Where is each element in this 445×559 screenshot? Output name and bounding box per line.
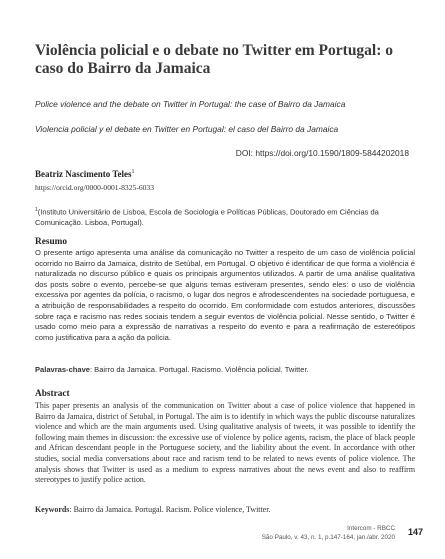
resumo-heading: Resumo: [35, 237, 68, 247]
author-footnote-marker: 1: [131, 169, 135, 175]
orcid-link[interactable]: https://orcid.org/0000-0001-8325-6033: [35, 183, 155, 192]
resumo-text: O presente artigo apresenta uma análise da comunicação no Twitter a respeito de um caso de violência policial ocorrido no Bairro da Jamaica, distrito de Setúbal, em Portugal. O objetivo é identificar de que forma a violência é naturalizada no discurso público e quais os principais argumentos utilizados. A partir de uma análise qualitativa dos posts sobre o evento, percebe-se que alguns temas estiveram presentes, sendo eles: o uso de violência excessiva por agentes da polícia, o racismo, o lugar dos negros e afrodescendentes na sociedade portuguesa, e a atribuição de responsabilidades a respeito do ocorrido. Em conformidade com estudos anteriores, discussões sobre raça e racismo nas redes sociais tendem a seguir eventos de violência policial. Nesse sentido, o Twitter é usado como meio para a expressão de narrativas a respeito do evento e para a reafirmação de estereótipos como justificativa para a ação da polícia.: [35, 248, 415, 342]
palavras-chave-list: : Bairro da Jamaica. Portugal. Racismo. Violência policial. Twitter.: [89, 365, 309, 374]
abstract-heading: Abstract: [35, 389, 70, 399]
article-title-spanish: Violencia policial y el debate en Twitter en Portugal: el caso del Bairro da Jamaica: [35, 124, 339, 134]
author-name-text: Beatriz Nascimento Teles: [35, 169, 132, 179]
keywords-label: Keywords: [35, 505, 70, 514]
keywords: [35, 505, 415, 514]
journal-footer: [262, 524, 395, 542]
author-name: [35, 169, 134, 179]
keywords-list: : Bairro da Jamaica. Portugal. Racism. Police violence, Twitter.: [69, 505, 271, 514]
author-affiliation: [35, 205, 413, 229]
journal-citation: São Paulo, v. 43, n. 1, p.147-164, jan./abr. 2020: [261, 534, 395, 541]
page-number: 147: [407, 527, 423, 537]
abstract-text: This paper presents an analysis of the communication on Twitter about a case of police violence that happened in Bairro da Jamaica, district of Setubal, in Portugal. The aim is to identify in which ways the public discourse naturalizes violence and which are the main arguments used. Using qualitative analysis of tweets, it was possible to identify the following main themes in discussion: the excessive use of violence by police agents, racism, the place of black people and African descendant people in the Portuguese society, and the liability about the event. In accordance with other studies, social media conversations about race and racism tend to be related to news events of police violence. The analysis shows that Twitter is used as a medium to express narratives about the news event and also to reaffirm stereotypes to justify police action.: [35, 401, 415, 485]
affiliation-marker: 1: [35, 207, 38, 213]
palavras-chave-label: Palavras-chave: [35, 365, 90, 374]
article-title: Violência policial e o debate no Twitter em Portugal: o caso do Bairro da Jamaica: [35, 42, 394, 77]
journal-name: Intercom - RBCC: [347, 525, 395, 532]
article-title-english: Police violence and the debate on Twitter in Portugal: the case of Bairro da Jamaica: [35, 99, 346, 109]
doi-link[interactable]: DOI: https://doi.org/10.1590/1809-5844202018: [235, 148, 409, 158]
affiliation-text: (Instituto Universitário de Lisboa, Escola de Sociologia e Políticas Públicas, Doutorado em Ciências da Comunicação. Lisboa, Portugal).: [35, 207, 379, 227]
palavras-chave: [35, 365, 415, 374]
